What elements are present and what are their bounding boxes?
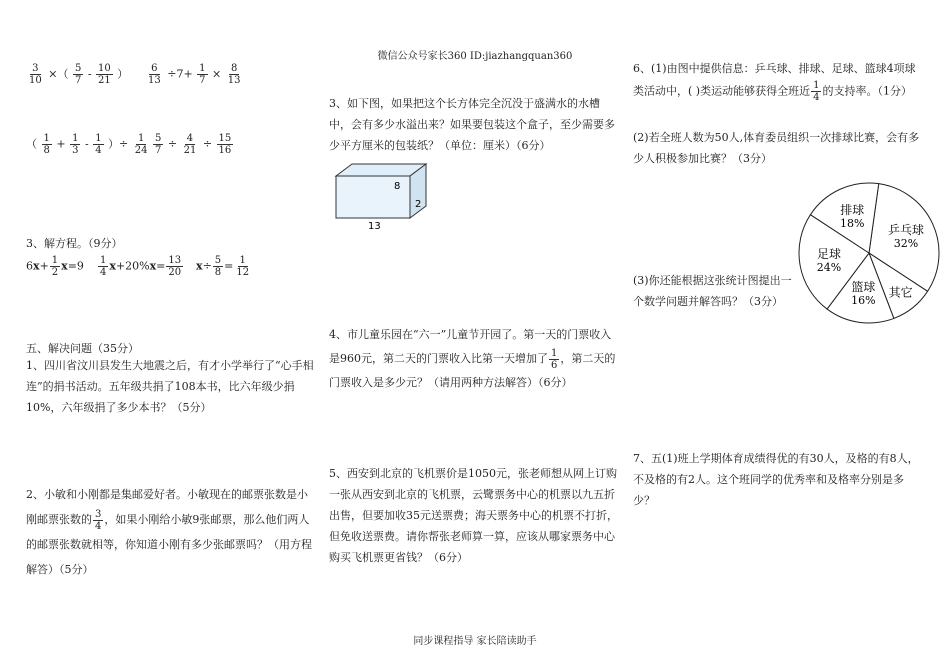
question-3: 3、如下图，如果把这个长方体完全沉没于盛满水的水槽中，会有多少水溢出来？如果要包装这个盒子，至少需要多少平方厘米的包装纸？（单位：厘米）（6分） [329,97,615,152]
fraction: $\frac{5}{7}$ [74,63,82,86]
fraction: $\frac{10}{21}$ [98,63,111,86]
section-5-title: 五、解决问题（35分） [26,342,139,355]
calc-expression-2: $\frac{6}{13}$ ÷7+ $\frac{1}{7}$ × $\frac{8}{13}$ [148,63,241,86]
fraction: $\frac{5}{7}$ [155,133,162,156]
fraction: $\frac{1}{3}$ [72,133,79,156]
question-7: 7、五(1)班上学期体育成绩得优的有30人，及格的有8人，不及格的有2人。这个班同学的优秀率和及格率分别是多少？ [633,452,919,507]
cuboid-height-label: 2 [415,199,422,210]
cuboid-length-label: 13 [368,221,381,232]
pie-category-label: 篮球 [851,280,876,295]
pie-value-label: 24% [816,261,842,275]
fraction: $\frac{1}{2}$ [51,255,59,278]
question-6-part-2: (2)若全班人数为50人,体育委员组织一次排球比赛，会有多少人积极参加比赛？（3分） [633,131,920,165]
pie-category-label: 其它 [888,285,913,300]
pie-category-label: 足球 [817,247,842,262]
equation-3: x÷ $\frac{5}{8}$ = $\frac{1}{12}$ [196,255,250,278]
question-1: 1、四川省汶川县发生大地震之后，有才小学举行了“心手相连”的捐书活动。五年级共捐了108本书，比六年级少捐10%，六年级捐了多少本书？（5分） [26,359,314,414]
equations-title: 3、解方程。（9分） [26,237,123,250]
question-6-part-1: 6、(1)由图中提供信息：乒乓球、排球、足球、篮球4项球类活动中，( )类运动能够获得全班近 $\frac{1}{4}$ 的支持率。（1分） [633,62,916,103]
page-footer: 同步课程指导 家长陪读助手 [413,636,537,647]
fraction: $\frac{1}{8}$ [43,133,50,156]
equation-1: 6x+ $\frac{1}{2}$ x=9 [26,255,84,278]
pie-category-label: 排球 [840,203,865,218]
fraction: $\frac{1}{12}$ [236,255,250,278]
fraction: $\frac{1}{24}$ [134,133,148,156]
fraction: $\frac{5}{8}$ [214,255,222,278]
question-6-part-3: (3)你还能根据这张统计图提出一个数学问题并解答吗？（3分） [633,274,792,308]
question-2: 2、小敏和小刚都是集邮爱好者。小敏现在的邮票张数是小刚邮票张数的 $\frac{3}{4}$ ，如果小刚给小敏9张邮票，那么他们两人的邮票张数就相等，你知道小刚有多少张邮票吗？（用方程解答）（5分） [26,488,312,576]
pie-value-label: 18% [840,217,865,231]
cuboid-width-label: 8 [394,181,401,192]
fraction: $\frac{1}{4}$ [813,80,820,103]
calc-expression-4: $\frac{5}{7}$ ÷ $\frac{4}{21}$ ÷ $\frac{15}{16}$ [155,133,232,156]
pie-category-label: 乒乓球 [887,223,924,238]
fraction: $\frac{6}{13}$ [148,63,161,86]
fraction: $\frac{3}{10}$ [29,63,42,86]
pie-value-label: 32% [893,237,919,251]
calc-expression-3: （ $\frac{1}{8}$ + $\frac{1}{3}$ - $\frac{1}{4}$ ）÷ $\frac{1}{24}$ [26,133,148,156]
fraction: $\frac{4}{21}$ [183,133,197,156]
pie-chart [796,180,942,326]
fraction: $\frac{8}{13}$ [227,63,241,86]
fraction: $\frac{13}{20}$ [168,255,182,278]
equation-2: $\frac{1}{4}$ x+20%x= $\frac{13}{20}$ [100,255,182,278]
fraction: $\frac{1}{4}$ [95,133,102,156]
question-4: 4、市儿童乐园在“六一”儿童节开园了。第一天的门票收入是960元，第二天的门票收入比第一天增加了 $\frac{1}{6}$ ，第二天的门票收入是多少元？（请用两种方法解答）（6分） [329,328,616,389]
fraction: $\frac{1}{7}$ [199,63,206,86]
question-5: 5、西安到北京的飞机票价是1050元，张老师想从网上订购一张从西安到北京的飞机票，云鹭票务中心的机票以九五折出售，但要加收35元送票费；海天票务中心的机票不打折，但免收送票费。请你帮张老师算一算，应该从哪家票务中心购买飞机票更省钱？（6分） [329,467,618,564]
cuboid-figure [332,160,432,232]
pie-value-label: 16% [851,294,876,308]
fraction: $\frac{1}{6}$ [551,347,558,371]
calc-expression-1: $\frac{3}{10}$ ×（ $\frac{5}{7}$ - $\frac{10}{21}$ ） [29,63,129,86]
fraction: $\frac{3}{4}$ [95,508,102,532]
fraction: $\frac{15}{16}$ [218,133,232,156]
page-header: 微信公众号家长360 ID:jiazhangquan360 [377,51,573,62]
fraction: $\frac{1}{4}$ [100,255,107,278]
